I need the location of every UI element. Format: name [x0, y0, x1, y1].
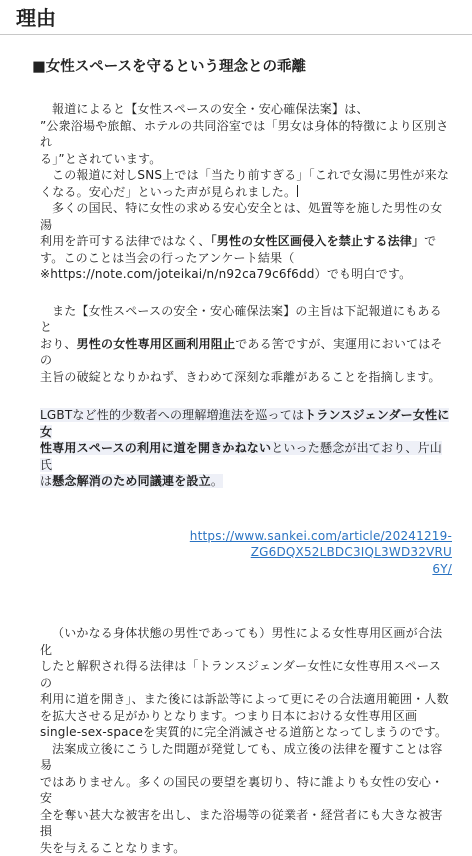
text-line: ではありません。多くの国民の要望を裏切り、特に誰よりも女性の安心・安 — [40, 774, 452, 807]
emphasis-text: 男性の女性専用区画利用阻止 — [77, 337, 236, 351]
text-cursor — [297, 185, 298, 197]
text-line: 主旨の破綻となりかねず、きわめて深刻な乖離があることを指摘します。 — [40, 369, 452, 386]
highlight-text: は — [40, 474, 52, 488]
highlight-text: LGBTなど性的少数者への理解増進法を巡っては — [40, 408, 304, 422]
text-line — [40, 233, 452, 250]
text-line — [40, 473, 452, 490]
article-link[interactable] — [40, 528, 452, 578]
heading-divider — [0, 34, 472, 35]
quoted-excerpt — [40, 407, 452, 490]
paragraph-report — [40, 101, 452, 283]
text-line: を拡大させる足がかりとなります。つまり日本における女性専用区画 — [40, 708, 452, 725]
page-heading: 理由 — [16, 0, 460, 34]
text-line: この報道に対しSNS上では「当たり前すぎる」「これで女湯に男性が来な — [40, 167, 452, 184]
text-line — [40, 336, 452, 369]
link-line[interactable]: https://www.sankei.com/article/20241219-ZG6DQX52LBDC3IQL3WD32VRU — [40, 528, 452, 561]
text-line: 法案成立後にこうした問題が発覚しても、成立後の法律を覆すことは容易 — [40, 741, 452, 774]
highlight-text: 。 — [211, 474, 223, 488]
text-line: 多くの国民、特に女性の求める安心安全とは、処置等を施した男性の女湯 — [40, 200, 452, 233]
paragraph-concern — [40, 625, 452, 856]
text-line: る」”とされています。 — [40, 151, 452, 168]
text-span: くなる。安心だ」といった声が見られました。 — [40, 185, 296, 199]
text-line: （いかなる身体状態の男性であっても）男性による女性専用区画が合法化 — [40, 625, 452, 658]
section-title: ■女性スペースを守るという理念との乖離 — [32, 57, 460, 77]
text-line: ※https://note.com/joteikai/n/n92ca79c6f6dd）でも明白です。 — [40, 266, 452, 283]
emphasis-text: トランスジェンダー女性に女 — [40, 408, 449, 439]
text-line — [40, 184, 452, 201]
emphasis-text: 懸念解消のため同議連を設立 — [52, 474, 211, 488]
text-line: 全を奪い甚大な被害を出し、また浴場等の従業者・経営者にも大きな被害損 — [40, 807, 452, 840]
link-line[interactable]: 6Y/ — [40, 561, 452, 578]
text-span: で — [424, 234, 436, 248]
text-line: 失を与えることなります。 — [40, 840, 452, 856]
text-line: したと解釈され得る法律は「トランスジェンダー女性に女性専用スペースの — [40, 658, 452, 691]
text-line: single-sex-spaceを実質的に完全消滅させる道筋となってしまうのです。 — [40, 724, 452, 741]
text-line — [40, 407, 452, 440]
text-line: 利用に道を開き」、また後には訴訟等によって更にその合法適用範囲・人数 — [40, 691, 452, 708]
paragraph-purpose — [40, 303, 452, 386]
text-span: 利用を許可する法律ではなく、 — [40, 234, 211, 248]
text-line: 報道によると【女性スペースの安全・安心確保法案】は、 — [40, 101, 452, 118]
text-span: である筈ですが、実運用においてはその — [40, 337, 443, 368]
text-line: ”公衆浴場や旅館、ホテルの共同浴室では「男女は身体的特徴により区別され — [40, 118, 452, 151]
text-line: す。このことは当会の行ったアンケート結果（ — [40, 250, 452, 267]
emphasis-text: 「男性の女性区画侵入を禁止する法律」 — [211, 234, 425, 248]
emphasis-text: 性専用スペースの利用に道を開きかねない — [40, 441, 271, 455]
text-span: おり、 — [40, 337, 77, 351]
highlight-text: といった懸念が出ており、片山氏 — [40, 441, 442, 472]
text-line: また【女性スペースの安全・安心確保法案】の主旨は下記報道にもあると — [40, 303, 452, 336]
text-line — [40, 440, 452, 473]
